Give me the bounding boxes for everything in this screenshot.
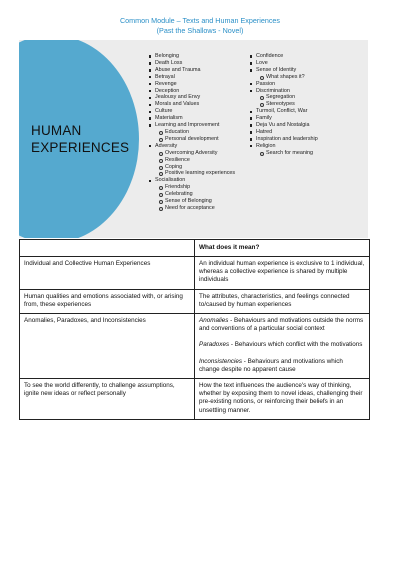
list-subitem: Overcoming Adversity <box>148 150 248 157</box>
list-item: Discrimination <box>249 88 364 95</box>
list-item: Religion <box>249 143 364 150</box>
list-item: Adversity <box>148 143 248 150</box>
page-header <box>0 16 400 36</box>
list-item: Passion <box>249 81 364 88</box>
list-item: Love <box>249 60 364 67</box>
list-item: Confidence <box>249 53 364 60</box>
paradoxes-definition <box>199 341 365 349</box>
paradoxes-term: Paradoxes <box>199 341 230 349</box>
list-item: Family <box>249 115 364 122</box>
table-row <box>20 314 370 379</box>
inconsistencies-definition <box>199 358 365 374</box>
list-item: Socialisation <box>148 177 248 184</box>
experiences-list-left <box>148 53 248 212</box>
list-item: Death Loss <box>148 60 248 67</box>
list-item: Deja Vu and Nostalgia <box>249 122 364 129</box>
human-experiences-banner <box>19 40 368 238</box>
list-item: Deception <box>148 88 248 95</box>
list-item: Materialism <box>148 115 248 122</box>
list-item: Jealousy and Envy <box>148 94 248 101</box>
row-meaning: An individual human experience is exclusive to 1 individual, whereas a collective experience is shared by multiple individuals <box>195 257 370 290</box>
table-row <box>20 379 370 420</box>
row-meaning: The attributes, characteristics, and feelings connected to/caused by human experiences <box>195 289 370 313</box>
table-row <box>20 289 370 313</box>
list-item: Culture <box>148 108 248 115</box>
list-item: Revenge <box>148 81 248 88</box>
anomalies-text: - Behaviours and motivations outside the norms and conventions of a particular social context <box>199 317 364 333</box>
anomalies-term: Anomalies <box>199 317 229 325</box>
list-subitem: Coping <box>148 164 248 171</box>
row-meaning <box>195 314 370 379</box>
list-subitem: Stereotypes <box>249 101 364 108</box>
list-item: Betrayal <box>148 74 248 81</box>
banner-title-line-2: EXPERIENCES <box>31 140 130 155</box>
list-item: Abuse and Trauma <box>148 67 248 74</box>
table-header-row <box>20 240 370 257</box>
anomalies-definition <box>199 317 365 333</box>
list-subitem: Sense of Belonging <box>148 198 248 205</box>
list-subitem: Segregation <box>249 94 364 101</box>
list-subitem: What shapes it? <box>249 74 364 81</box>
header-title: Common Module – Texts and Human Experiences <box>119 16 281 25</box>
list-item: Belonging <box>148 53 248 60</box>
list-item: Learning and Improvement <box>148 122 248 129</box>
list-item: Inspiration and leadership <box>249 136 364 143</box>
list-subitem: Friendship <box>148 184 248 191</box>
inconsistencies-term: Inconsistencies <box>199 357 243 365</box>
row-term: To see the world differently, to challenge assumptions, ignite new ideas or reflect personally <box>20 379 195 420</box>
list-subitem: Resilience <box>148 157 248 164</box>
list-subitem: Positive learning experiences <box>148 170 248 177</box>
inconsistencies-text: - Behaviours and motivations which change despite no apparent cause <box>199 357 343 373</box>
list-subitem: Need for acceptance <box>148 205 248 212</box>
table-header-meaning: What does it mean? <box>195 240 370 257</box>
row-term: Anomalies, Paradoxes, and Inconsistencies <box>20 314 195 379</box>
row-term: Human qualities and emotions associated with, or arising from, these experiences <box>20 289 195 313</box>
paradoxes-text: - Behaviours which conflict with the motivations <box>229 341 363 349</box>
list-subitem: Personal development <box>148 136 248 143</box>
list-item: Hatred <box>249 129 364 136</box>
list-item: Sense of Identity <box>249 67 364 74</box>
table-row <box>20 257 370 290</box>
banner-title-line-1: HUMAN <box>31 123 82 138</box>
list-item: Morals and Values <box>148 101 248 108</box>
row-term: Individual and Collective Human Experiences <box>20 257 195 290</box>
header-subtitle: (Past the Shallows - Novel) <box>156 26 244 35</box>
experiences-list-right <box>249 53 364 157</box>
definitions-table <box>19 239 370 420</box>
list-subitem: Search for meaning <box>249 150 364 157</box>
list-subitem: Education <box>148 129 248 136</box>
list-item: Turmoil, Conflict, War <box>249 108 364 115</box>
table-header-blank <box>20 240 195 257</box>
banner-title <box>31 122 146 156</box>
list-subitem: Celebrating <box>148 191 248 198</box>
row-meaning: How the text influences the audience's way of thinking, whether by exposing them to novel ideas, challenging their pre-existing notions, or reinforcing their beliefs in an unsettling manner. <box>195 379 370 420</box>
